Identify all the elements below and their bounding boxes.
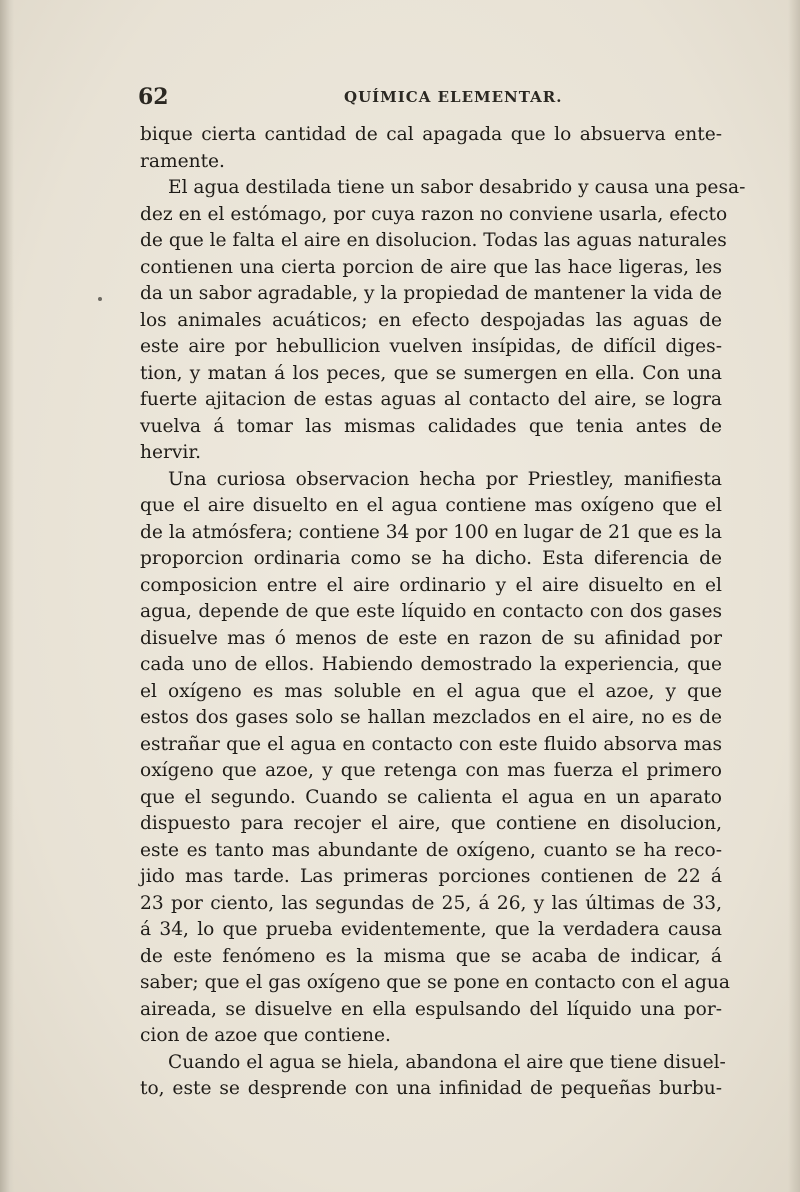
text-line: fuerte ajitacion de estas aguas al contacto del aire, se logra (140, 389, 722, 410)
text-line: estos dos gases solo se hallan mezclados en el aire, no es de (140, 707, 722, 728)
text-line: este aire por hebullicion vuelven insípidas, de difícil diges- (140, 336, 722, 357)
page-edge-shadow (788, 0, 800, 1192)
text-line: Una curiosa observacion hecha por Priestley, manifiesta (168, 468, 722, 490)
text-line: los animales acuáticos; en efecto despojadas las aguas de (140, 309, 722, 331)
text-line: que el aire disuelto en el agua contiene mas oxígeno que el (140, 495, 722, 516)
text-line: saber; que el gas oxígeno que se pone en contacto con el agua (140, 972, 730, 993)
text-line: dez en el estómago, por cuya razon no conviene usarla, efecto (140, 203, 728, 225)
text-line: estrañar que el agua en contacto con este fluido absorva mas (140, 733, 722, 755)
page-binding-shadow (0, 0, 14, 1192)
text-line: cada uno de ellos. Habiendo demostrado la experiencia, que (140, 654, 722, 675)
text-line: to, este se desprende con una infinidad de pequeñas burbu- (140, 1078, 722, 1099)
text-line: 23 por ciento, las segundas de 25, á 26, y las últimas de 33, (140, 892, 722, 914)
text-line: cion de azoe que contiene. (140, 1025, 391, 1046)
text-line: aireada, se disuelve en ella espulsando del líquido una por- (140, 998, 722, 1020)
text-line: bique cierta cantidad de cal apagada que lo absuerva ente- (140, 124, 722, 145)
text-line: agua, depende de que este líquido en contacto con dos gases (140, 601, 722, 622)
text-line: da un sabor agradable, y la propiedad de mantener la vida de (140, 283, 722, 304)
text-line: oxígeno que azoe, y que retenga con mas fuerza el primero (140, 760, 722, 781)
text-line: que el segundo. Cuando se calienta el agua en un aparato (140, 786, 722, 808)
margin-dot (98, 297, 102, 301)
text-line: jido mas tarde. Las primeras porciones contienen de 22 á (140, 866, 722, 887)
text-line: Cuando el agua se hiela, abandona el aire que tiene disuel- (168, 1051, 726, 1073)
page-number: 62 (138, 84, 169, 110)
text-line: de la atmósfera; contiene 34 por 100 en lugar de 21 que es la (140, 521, 722, 543)
text-line: ramente. (140, 150, 225, 172)
text-line: vuelva á tomar las mismas calidades que tenia antes de (140, 415, 722, 437)
text-line: el oxígeno es mas soluble en el agua que el azoe, y que (140, 680, 722, 702)
text-line: hervir. (140, 442, 202, 463)
text-line: disuelve mas ó menos de este en razon de su afinidad por (140, 627, 722, 649)
text-line: composicion entre el aire ordinario y el aire disuelto en el (140, 574, 722, 596)
text-line: á 34, lo que prueba evidentemente, que la verdadera causa (140, 919, 722, 940)
text-line: dispuesto para recojer el aire, que contiene en disolucion, (140, 813, 722, 834)
body-text (140, 122, 746, 1103)
running-title: QUÍMICA ELEMENTAR. (344, 88, 563, 106)
text-line: tion, y matan á los peces, que se sumergen en ella. Con una (140, 362, 722, 384)
text-line: este es tanto mas abundante de oxígeno, cuanto se ha reco- (140, 839, 722, 861)
page-header (138, 82, 718, 116)
text-line: de este fenómeno es la misma que se acaba de indicar, á (140, 945, 722, 967)
text-line: proporcion ordinaria como se ha dicho. Esta diferencia de (140, 548, 722, 569)
text-line: de que le falta el aire en disolucion. Todas las aguas naturales (140, 230, 727, 251)
text-line: El agua destilada tiene un sabor desabrido y causa una pesa- (168, 177, 746, 198)
text-line: contienen una cierta porcion de aire que las hace ligeras, les (140, 256, 722, 278)
